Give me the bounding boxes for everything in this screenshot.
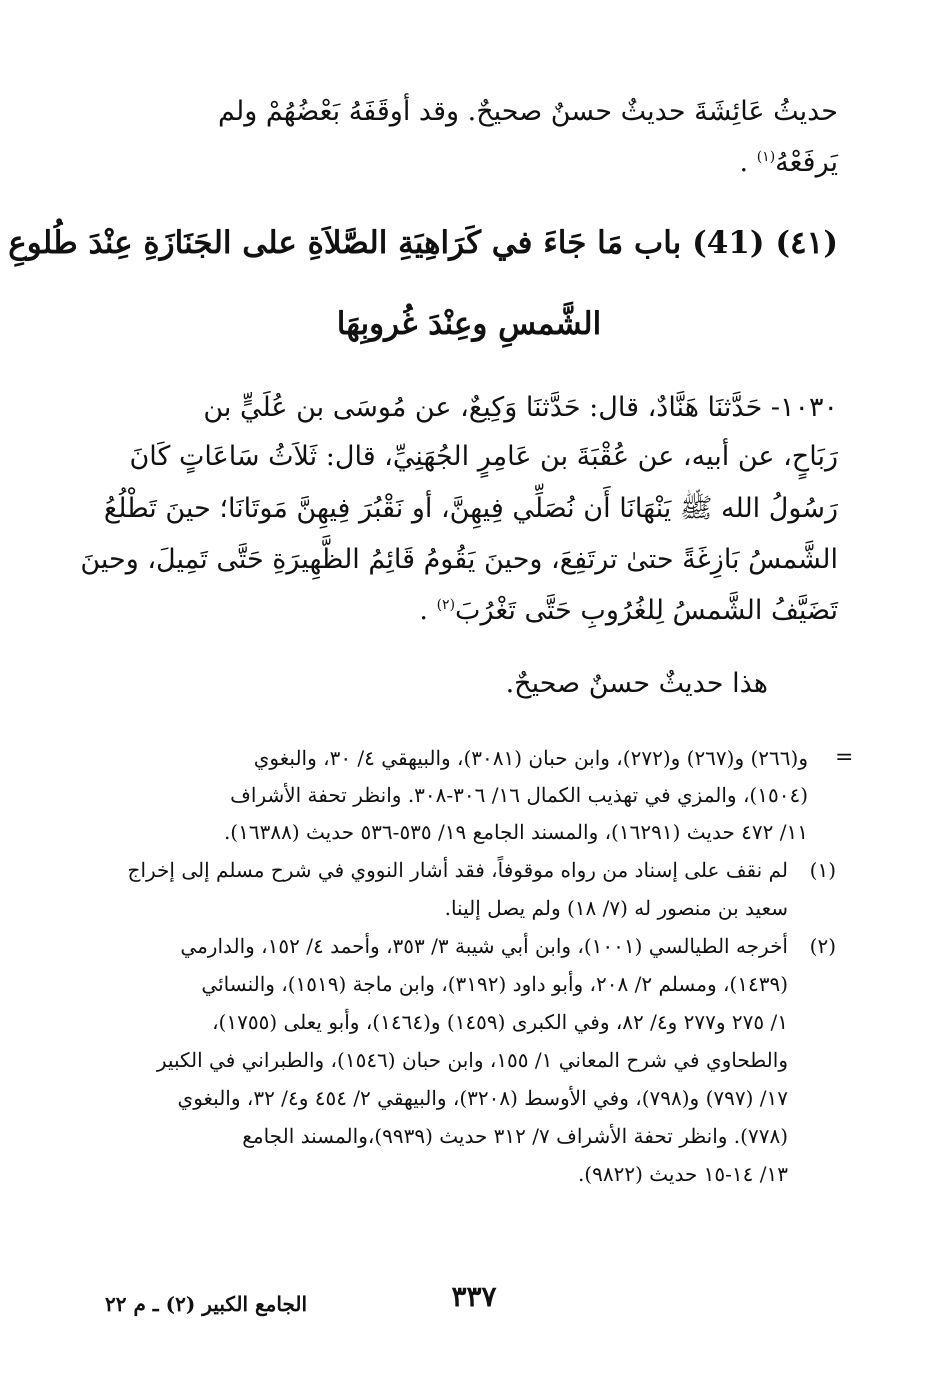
footnote-line: والطحاوي في شرح المعاني ١/ ١٥٥، وابن حبان (١٥٤٦)، والطبراني في الكبير	[156, 1048, 788, 1072]
footnote-ref: (٢)	[436, 597, 456, 613]
footnote-number: (٢)	[809, 934, 836, 958]
text-line: حديثُ عَائِشَةَ حديثٌ حسنٌ صحيحٌ. وقد أوقَفَهُ بَعْضُهُمْ ولم	[218, 96, 838, 127]
footnote-line: لم نقف على إسناد من رواه موقوفاً، فقد أشار النووي في شرح مسلم إلى إخراج	[127, 858, 788, 882]
hadith-line: رَسُولُ الله ﷺ يَنْهَانَا أَن نُصَلِّي فِيهِنَّ، أو نَقْبُرَ فِيهِنَّ مَوتَانَا؛ حينَ تَطْلُعُ	[103, 493, 838, 524]
footnote-line: ١١/ ٤٧٢ حديث (١٦٢٩١)، والمسند الجامع ١٩/ ٥٣٥-٥٣٦ حديث (١٦٣٨٨).	[223, 820, 808, 844]
continuation-mark: =	[835, 745, 854, 770]
page-number: ٣٣٧	[451, 1280, 497, 1313]
hadith-line: ١٠٣٠- حَدَّثنَا هَنَّادٌ، قال: حَدَّثنَا وَكِيعٌ، عن مُوسَى بن عُلَيٍّ بن	[203, 392, 838, 423]
footnote-line: (١٤٣٩)، ومسلم ٢/ ٢٠٨، وأبو داود (٣١٩٢)، وابن ماجة (١٥١٩)، والنسائي	[201, 972, 788, 996]
footnote-line: سعيد بن منصور له (٧/ ١٨) ولم يصل إلينا.	[444, 896, 788, 920]
footnote-number: (١)	[809, 858, 836, 882]
footnote-line: ١٧/ (٧٩٧) و(٧٩٨)، وفي الأوسط (٣٢٠٨)، والبيهقي ٢/ ٤٥٤ و٤/ ٣٢، والبغوي	[177, 1086, 788, 1110]
footnote-line: (٧٧٨). وانظر تحفة الأشراف ٧/ ٣١٢ حديث (٩٩٣٩)،والمسند الجامع	[242, 1124, 788, 1148]
hadith-line: رَبَاحٍ، عن أبيه، عن عُقْبَةَ بن عَامِرٍ الجُهَنِيِّ، قال: ثَلاَثُ سَاعَاتٍ كَانَ	[129, 441, 838, 472]
footnote-ref: (١)	[756, 149, 776, 165]
chapter-heading-line2: الشَّمسِ وعِنْدَ غُروبِهَا	[336, 306, 602, 342]
hadith-line: الشَّمسُ بَازِغَةً حتىٰ ترتَفِعَ، وحينَ يَقُومُ قَائِمُ الظَّهِيرَةِ حَتَّى تَمِيلَ، وحينَ	[80, 544, 838, 575]
footnote-line: و(٢٦٦) و(٢٦٧) و(٢٧٢)، وابن حبان (٣٠٨١)، والبيهقي ٤/ ٣٠، والبغوي	[253, 746, 808, 770]
hadith-line: تَضَيَّفُ الشَّمسُ لِلغُرُوبِ حَتَّى تَغْرُبَ$^{(٢)}$ .	[419, 595, 838, 626]
text-line: يَرفَعْهُ$^{(١)}$ .	[739, 147, 838, 178]
grading-statement: هذا حديثٌ حسنٌ صحيحٌ.	[505, 668, 768, 699]
footnote-line: ١/ ٢٧٥ و٢٧٧ و٤/ ٨٢، وفي الكبرى (١٤٥٩) و(١٤٦٤)، وأبو يعلى (١٧٥٥)،	[212, 1010, 788, 1034]
signature-mark: الجامع الكبير (٢) ـ م ٢٢	[105, 1292, 308, 1316]
footnote-line: ١٣/ ١٤-١٥ حديث (٩٨٢٢).	[577, 1162, 788, 1186]
chapter-heading-line1: (٤١) (41) باب مَا جَاءَ في كَرَاهِيَةِ الصَّلاَةِ على الجَنَازَةِ عِنْدَ طُلوعِ	[8, 225, 838, 261]
footnote-line: (١٥٠٤)، والمزي في تهذيب الكمال ١٦/ ٣٠٦-٣٠٨. وانظر تحفة الأشراف	[230, 783, 808, 807]
footnote-line: أخرجه الطيالسي (١٠٠١)، وابن أبي شيبة ٣/ ٣٥٣، وأحمد ٤/ ١٥٢، والدارمي	[180, 934, 788, 958]
